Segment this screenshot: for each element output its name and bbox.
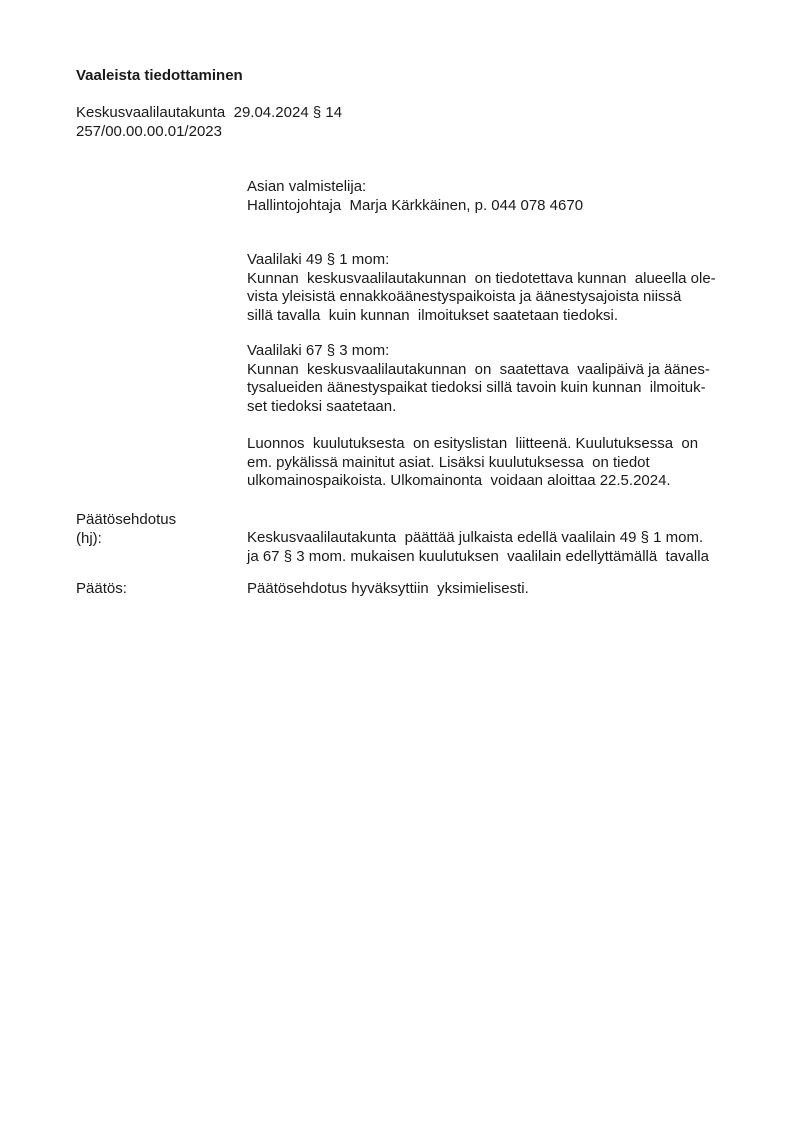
law-49-text-line: sillä tavalla kuin kunnan ilmoitukset saatetaan tiedoksi. xyxy=(247,306,619,324)
law-67-text-line: tysalueiden äänestyspaikat tiedoksi sillä tavoin kuin kunnan ilmoituk- xyxy=(247,379,706,396)
preparer-section xyxy=(247,178,583,215)
preparer-label: Asian valmistelija: xyxy=(247,178,367,195)
law-67-heading: Vaalilaki 67 § 3 mom: xyxy=(247,342,390,359)
proposal-label-line1: Päätösehdotus xyxy=(76,511,177,528)
announcement-text-line: Luonnos kuulutuksesta on esityslistan liitteenä. Kuulutuksessa on xyxy=(247,435,699,452)
proposal-label xyxy=(76,511,176,548)
committee-date-line: Keskusvaalilautakunta 29.04.2024 § 14 xyxy=(76,104,343,121)
law-67-text-line: set tiedoksi saatetaan. xyxy=(247,397,397,415)
proposal-text-line: Keskusvaalilautakunta päättää julkaista edellä vaalilain 49 § 1 mom. xyxy=(247,529,704,546)
document-header xyxy=(76,104,342,141)
decision-label: Päätös: xyxy=(76,580,127,597)
law-67-text-line: Kunnan keskusvaalilautakunnan on saatettava vaalipäivä ja äänes- xyxy=(247,360,710,378)
page-title: Vaaleista tiedottaminen xyxy=(76,67,243,84)
law-49-text-line: vista yleisistä ennakkoäänestyspaikoista ja äänestysajoista niissä xyxy=(247,288,682,305)
announcement-text-line: em. pykälissä mainitut asiat. Lisäksi kuulutuksessa on tiedot xyxy=(247,453,650,471)
announcement-text-line: ulkomainospaikoista. Ulkomainonta voidaan aloittaa 22.5.2024. xyxy=(247,472,671,489)
proposal-text xyxy=(247,529,709,566)
proposal-text-line: ja 67 § 3 mom. mukaisen kuulutuksen vaalilain edellyttämällä tavalla xyxy=(247,547,709,565)
proposal-label-line2: (hj): xyxy=(76,529,102,547)
announcement-section xyxy=(247,435,698,491)
diary-number: 257/00.00.00.01/2023 xyxy=(76,122,222,140)
law-section-49 xyxy=(247,251,716,325)
law-section-67 xyxy=(247,342,710,416)
preparer-value: Hallintojohtaja Marja Kärkkäinen, p. 044 078 4670 xyxy=(247,196,584,214)
law-49-text-line: Kunnan keskusvaalilautakunnan on tiedotettava kunnan alueella ole- xyxy=(247,269,716,287)
decision-text: Päätösehdotus hyväksyttiin yksimielisesti. xyxy=(247,580,529,597)
law-49-heading: Vaalilaki 49 § 1 mom: xyxy=(247,251,390,268)
